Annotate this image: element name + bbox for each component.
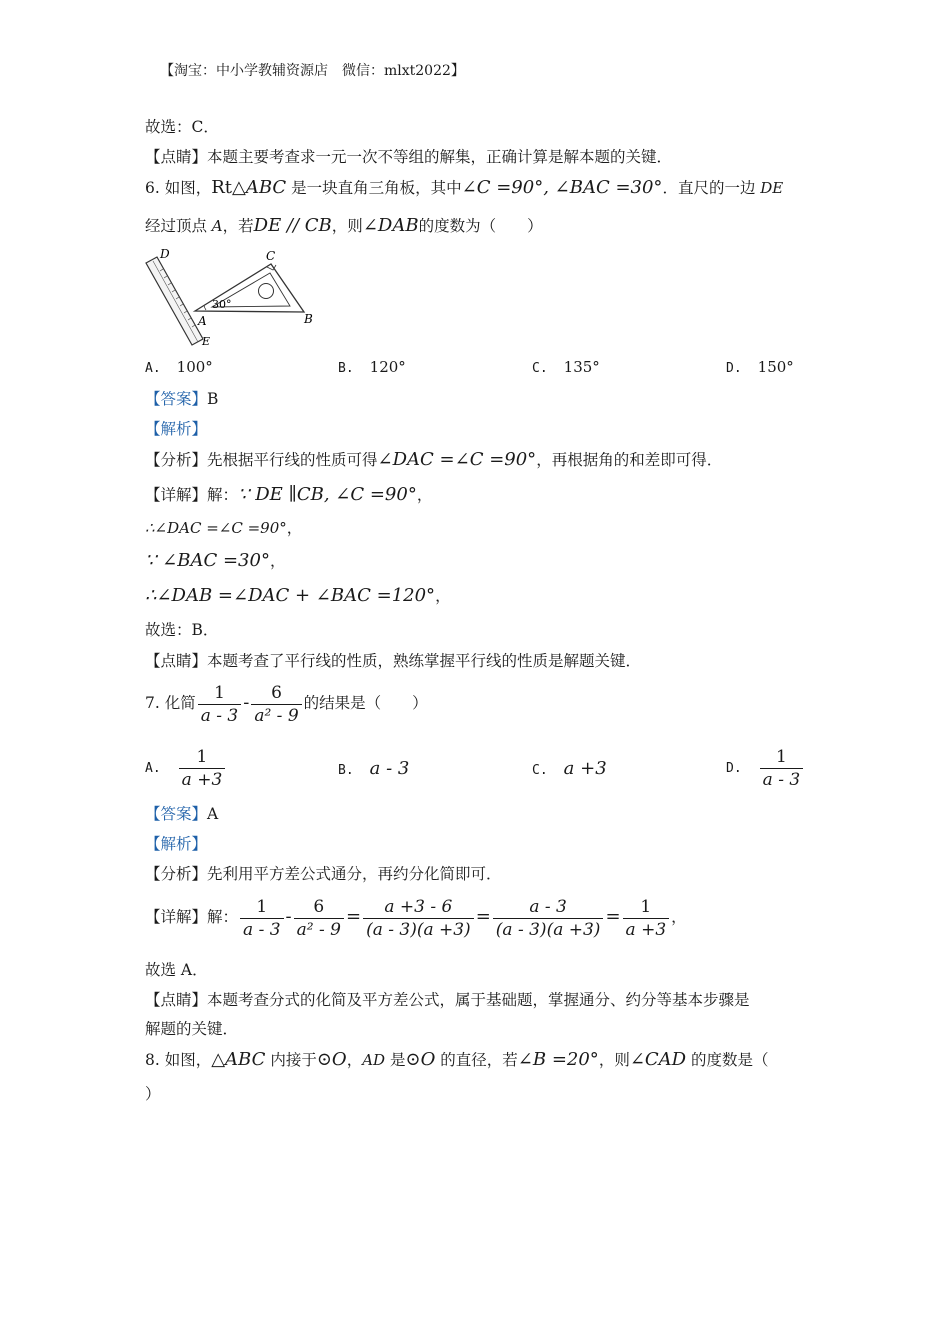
tag-detail: 【详解】 [145,486,208,504]
q6-xiangjie [145,485,432,505]
numerator: a +3 - 6 [363,897,474,919]
text: 本题考查分式的化简及平方差公式，属于基础题，掌握通分、约分等基本步骤是 [207,991,750,1009]
math: ∠DAC =∠C =90° [377,449,537,470]
label-d: D [160,247,170,261]
q7-comment-1 [145,990,750,1010]
denominator: a² - 9 [296,919,341,940]
text: 本题考查了平行线的性质，熟练掌握平行线的性质是解题关键． [207,652,642,670]
option-label: D. [726,361,742,376]
math: AD [362,1051,386,1069]
math: △ABC [211,1049,266,1070]
ruler [146,257,203,345]
q6-option-c [532,358,600,376]
q6-step3 [145,586,451,606]
fraction [493,897,604,940]
text: 的直径，若 [435,1051,518,1069]
math: ∠CAD [629,1049,687,1070]
q7-option-d [726,744,805,792]
answer-value: B [207,390,219,408]
q7-analysis-tag: 【解析】 [145,835,208,853]
label-a: A [198,314,207,328]
fraction [363,897,474,940]
q6-select: 故选：B． [145,621,219,639]
tag-answer: 【答案】 [145,805,208,823]
option-value: 135° [563,358,600,376]
text: 解： [207,908,239,926]
question-number: 8. 如图， [145,1051,212,1069]
denominator: a² - 9 [254,705,299,726]
page-header: 【淘宝：中小学教辅资源店 微信：mlxt2022】 [160,63,465,79]
denominator: a +3 [181,769,223,790]
tag-analysis: 【分析】 [145,865,208,883]
math: ∵ ∠BAC =30° [145,550,270,571]
text: 经过顶点 [145,217,208,235]
option-label: D. [726,761,742,776]
operator: - [285,906,292,927]
question-8 [145,1050,769,1070]
q6-fenxi [145,450,722,470]
q6-step2 [145,551,285,571]
math-abc: ABC [245,177,287,198]
fraction [179,747,226,790]
question-number: 7. 化简 [145,694,196,712]
text: ，再根据角的和差即可得． [536,451,723,469]
math-a: A [207,217,223,235]
q7-select: 故选 A． [145,961,208,979]
option-value: a +3 [563,758,607,779]
q7-answer [145,804,218,824]
denominator: a - 3 [200,705,239,726]
text: 是一块直角三角板，其中 [286,179,462,197]
q7-fenxi [145,864,502,884]
numerator: 1 [179,747,226,769]
fraction [294,897,344,940]
option-label: A. [145,761,161,776]
text: 内接于 [265,1051,317,1069]
q6-step1 [145,518,302,538]
triangle-ruler-figure [140,245,325,350]
math: ∵ DE ∥CB, ∠C =90° [238,484,417,505]
numerator: a - 3 [493,897,604,919]
tag-analysis: 【分析】 [145,451,208,469]
text: 先根据平行线的性质可得 [207,451,378,469]
q6-option-d [726,358,794,376]
operator: = [475,906,491,927]
question-number: 6. 如图， [145,179,212,197]
math: ⊙O [405,1049,436,1070]
denominator: a +3 [625,919,667,940]
numerator: 1 [623,897,670,919]
answer-select-q5: 故选：C． [145,118,219,136]
math: ∠B =20° [517,1049,599,1070]
tag-comment: 【点睛】 [145,991,208,1009]
text: ， [671,908,687,926]
numerator: 1 [760,747,804,769]
math: ⊙O [316,1049,347,1070]
numerator: 6 [251,683,301,705]
option-value: 100° [176,358,213,376]
label-angle-30: 30° [212,298,232,311]
option-label: B. [338,763,354,778]
text: 的结果是（ ） [303,694,428,712]
math-de: DE [755,179,784,197]
math: ∴∠DAC =∠C =90° [145,519,287,537]
text: ， [269,552,286,570]
math-angles: ∠C =90°, ∠BAC =30° [461,177,663,198]
denominator: a - 3 [762,769,801,790]
operator: - [243,692,250,713]
fraction [240,897,284,940]
text: ，则 [598,1051,630,1069]
answer-value: A [207,805,219,823]
option-value: 120° [369,358,406,376]
math-de-cb: DE // CB [253,215,332,236]
denominator: (a - 3)(a +3) [495,919,601,940]
q7-option-b [338,758,409,779]
text: 的度数是（ [686,1051,769,1069]
math-rt: Rt△ [211,177,246,198]
text: ．直尺的一边 [662,179,756,197]
denominator: (a - 3)(a +3) [366,919,471,940]
tag-answer: 【答案】 [145,390,208,408]
q6-option-b [338,358,406,376]
numerator: 6 [294,897,344,919]
q6-option-a [145,358,213,376]
question-8-line2: ） [145,1085,161,1103]
option-label: C. [532,361,548,376]
q7-option-c [532,758,607,779]
numerator: 1 [198,683,242,705]
text: 是 [385,1051,406,1069]
option-label: C. [532,763,548,778]
math-dab: ∠DAB [362,215,419,236]
operator: = [605,906,621,927]
math: ∴∠DAB =∠DAC + ∠BAC =120° [145,585,436,606]
question-6-line2 [145,216,543,236]
fraction [760,747,804,790]
tag-comment: 【点睛】 [145,148,208,166]
text: ， [286,519,303,537]
label-c: C [266,249,276,263]
comment-text: 本题主要考查求一元一次不等组的解集，正确计算是解本题的关键． [207,148,673,166]
comment-q5 [145,147,672,167]
option-value: a - 3 [369,758,410,779]
label-e: E [202,335,211,348]
option-label: B. [338,361,354,376]
operator: = [345,906,362,927]
tag-detail: 【详解】 [145,908,208,926]
tag-comment: 【点睛】 [145,652,208,670]
label-b: B [304,312,313,326]
text: ， [346,1051,363,1069]
q6-answer [145,389,218,409]
numerator: 1 [240,897,284,919]
text: 先利用平方差公式通分，再约分化简即可． [207,865,502,883]
question-6-line1 [145,178,783,198]
q7-comment-2: 解题的关键． [145,1020,239,1038]
q7-xiangjie [145,893,687,941]
fraction [623,897,670,940]
option-label: A. [145,361,161,376]
text: 解： [207,486,239,504]
fraction [251,683,301,726]
q7-option-a [145,744,227,792]
text: ， [435,587,451,605]
q6-analysis-tag: 【解析】 [145,420,208,438]
question-7 [145,680,428,726]
text: ，若 [222,217,254,235]
q6-comment [145,651,641,671]
option-value: 150° [757,358,794,376]
text: ，则 [331,217,363,235]
text: ， [416,486,433,504]
fraction [198,683,242,726]
denominator: a - 3 [243,919,281,940]
text: 的度数为（ ） [418,217,543,235]
